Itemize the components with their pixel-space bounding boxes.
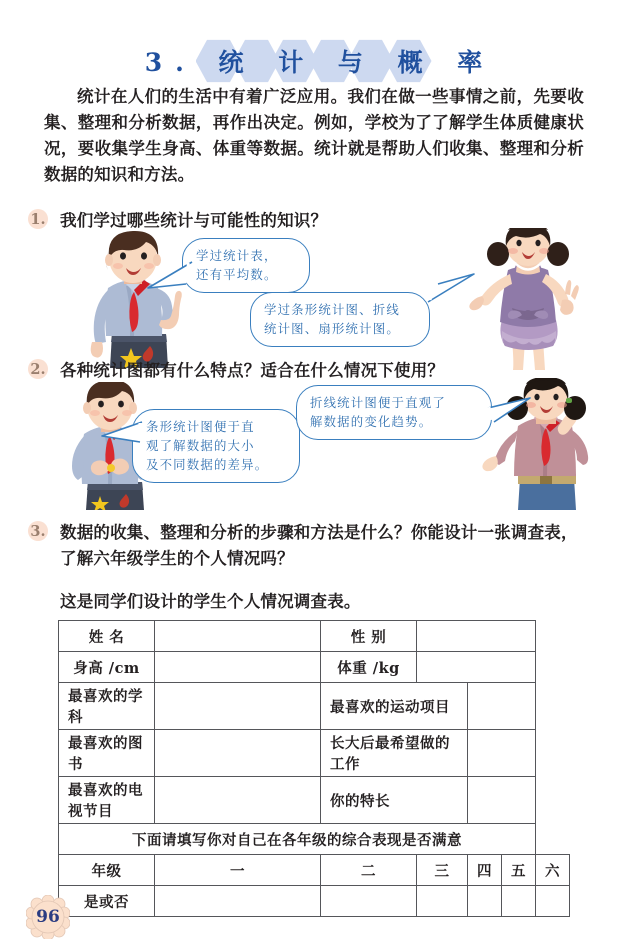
question-1-number: 1.	[28, 209, 48, 229]
question-1-text: 我们学过哪些统计与可能性的知识？	[60, 211, 328, 230]
cell-grade-3: 三	[417, 855, 468, 886]
cell-yesno-1[interactable]	[155, 886, 321, 917]
cell-yesno-2[interactable]	[321, 886, 417, 917]
cell-label-future-job: 长大后最希望做的工作	[321, 730, 468, 777]
page-number-text: 96	[36, 907, 60, 927]
speech-bubble-2	[250, 292, 430, 347]
cell-value-favorite-tv[interactable]	[155, 777, 321, 824]
bubble-1-line-1: 学过统计表，	[196, 248, 278, 263]
cell-label-name: 姓 名	[59, 621, 155, 652]
table-row-yes-or-no	[59, 886, 570, 917]
bubble-4-line-1: 折线统计图便于直观了	[310, 395, 446, 410]
bubble-3-line-3: 及不同数据的差异。	[146, 457, 269, 472]
cell-label-weight: 体重 /kg	[321, 652, 417, 683]
cell-label-favorite-book: 最喜欢的图书	[59, 730, 155, 777]
question-2-text: 各种统计图都有什么特点？适合在什么情况下使用？	[60, 361, 445, 380]
cell-value-weight[interactable]	[417, 652, 536, 683]
speech-bubble-1	[182, 238, 310, 293]
table-row-name-gender	[59, 621, 570, 652]
table-row-height-weight	[59, 652, 570, 683]
speech-bubble-3-tail	[100, 418, 146, 450]
survey-table-caption: 这是同学们设计的学生个人情况调查表。	[60, 592, 361, 611]
cell-value-height[interactable]	[155, 652, 321, 683]
bubble-3-line-2: 观了解数据的大小	[146, 438, 255, 453]
page-title-text: 3. 统 计 与 概 率	[144, 48, 496, 77]
cell-value-future-job[interactable]	[468, 730, 536, 777]
cell-value-favorite-book[interactable]	[155, 730, 321, 777]
cell-label-gender: 性 别	[321, 621, 417, 652]
cell-grade-1: 一	[155, 855, 321, 886]
speech-bubble-1-tail	[146, 258, 194, 292]
table-row-tv-talent	[59, 777, 570, 824]
speech-bubble-4-tail	[486, 396, 534, 428]
cell-yesno-5[interactable]	[502, 886, 536, 917]
cell-grade-5: 五	[502, 855, 536, 886]
cell-yesno-3[interactable]	[417, 886, 468, 917]
speech-bubble-2-tail	[424, 272, 480, 308]
bubble-2-line-1: 学过条形统计图、折线	[264, 302, 400, 317]
table-row-satisfaction-header	[59, 824, 570, 855]
cell-value-talent[interactable]	[468, 777, 536, 824]
cell-value-name[interactable]	[155, 621, 321, 652]
cell-label-favorite-tv: 最喜欢的电视节目	[59, 777, 155, 824]
student-survey-table	[58, 620, 570, 917]
bubble-3-line-1: 条形统计图便于直	[146, 419, 255, 434]
illustration-boy-pointing	[74, 230, 190, 370]
cell-yesno-4[interactable]	[468, 886, 502, 917]
question-2-number: 2.	[28, 359, 48, 379]
cell-grade-2: 二	[321, 855, 417, 886]
cell-label-height: 身高 /cm	[59, 652, 155, 683]
bubble-1-line-2: 还有平均数。	[196, 267, 278, 282]
cell-grade-6: 六	[536, 855, 570, 886]
speech-bubble-3	[132, 409, 300, 483]
speech-bubble-4	[296, 385, 492, 440]
cell-yesno-6[interactable]	[536, 886, 570, 917]
title-hex-row	[144, 39, 496, 83]
question-3-text: 数据的收集、整理和分析的步骤和方法是什么？你能设计一张调查表，了解六年级学生的个人情况吗？	[60, 523, 578, 568]
page-number-badge	[26, 895, 70, 939]
cell-satisfaction-instruction: 下面请填写你对自己在各年级的综合表现是否满意	[59, 824, 536, 855]
cell-value-gender[interactable]	[417, 621, 536, 652]
title-hex-6	[386, 39, 432, 83]
table-row-book-job	[59, 730, 570, 777]
cell-label-talent: 你的特长	[321, 777, 468, 824]
cell-value-favorite-sport[interactable]	[468, 683, 536, 730]
illustration-girl-purple-dress	[462, 228, 592, 370]
cell-label-favorite-sport: 最喜欢的运动项目	[321, 683, 468, 730]
bubble-4-line-2: 解数据的变化趋势。	[310, 414, 433, 429]
question-3	[28, 520, 588, 572]
cell-label-favorite-subject: 最喜欢的学科	[59, 683, 155, 730]
intro-paragraph: 统计在人们的生活中有着广泛应用。我们在做一些事情之前，先要收集、整理和分析数据，再作出决定。例如，学校为了了解学生体质健康状况，要收集学生身高、体重等数据。统计就是帮助人们收集、整理和分析数据的知识和方法。	[44, 87, 584, 184]
cell-grade-4: 四	[468, 855, 502, 886]
question-3-number: 3.	[28, 521, 48, 541]
table-row-grades	[59, 855, 570, 886]
cell-value-favorite-subject[interactable]	[155, 683, 321, 730]
bubble-2-line-2: 统计图、扇形统计图。	[264, 321, 400, 336]
cell-label-yes-or-no: 是或否	[59, 886, 155, 917]
table-row-subject-sport	[59, 683, 570, 730]
page-title	[0, 36, 627, 86]
cell-label-grade: 年级	[59, 855, 155, 886]
